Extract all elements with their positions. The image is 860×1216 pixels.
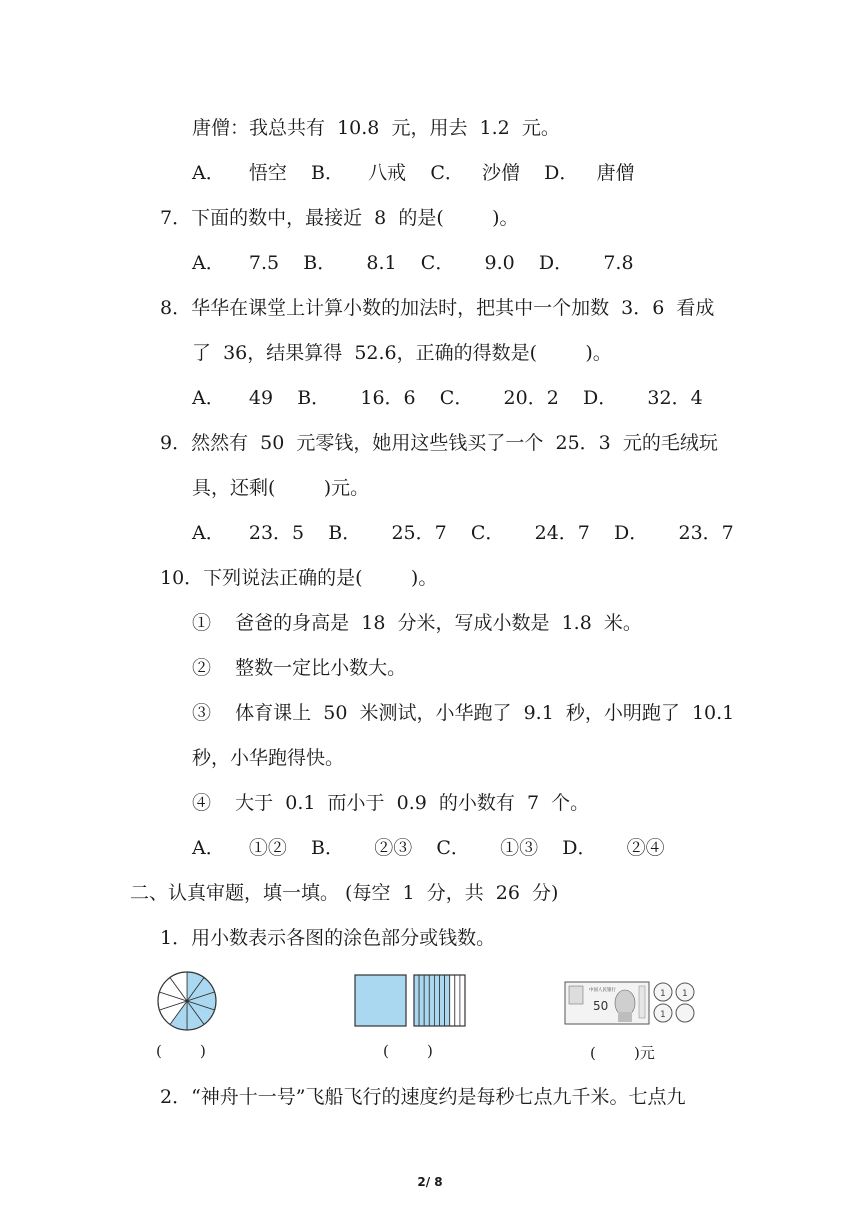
q8-options: A． 49 B． 16．6 C． 20．2 D． 32．4: [192, 387, 703, 409]
caption-circle[interactable]: ( ): [156, 1042, 206, 1060]
q7-options: A． 7.5 B． 8.1 C． 9.0 D． 7.8: [192, 252, 634, 274]
caption-squares[interactable]: ( ): [383, 1042, 433, 1060]
tenth-strip: [455, 975, 460, 1026]
tenth-strip: [424, 975, 429, 1026]
tenth-strip: [440, 975, 445, 1026]
full-square: [355, 975, 406, 1026]
tenth-strip: [414, 975, 419, 1026]
page-number: 2/ 8: [417, 1175, 443, 1189]
caption-money[interactable]: ( )元: [590, 1044, 655, 1062]
line-tangseng: 唐僧：我总共有 10.8 元，用去 1.2 元。: [192, 117, 560, 139]
circle-figure: [155, 969, 219, 1033]
q8-stem: 8．华华在课堂上计算小数的加法时，把其中一个加数 3．6 看成: [160, 297, 715, 319]
q10-stem: 10．下列说法正确的是( )。: [160, 567, 438, 589]
tenth-strip: [460, 975, 465, 1026]
tenth-strip: [419, 975, 424, 1026]
tenth-strip: [450, 975, 455, 1026]
tenth-strip: [445, 975, 450, 1026]
coin-1-value: 1: [660, 989, 666, 999]
q10-statement-3-cont: 秒，小华跑得快。: [192, 747, 345, 769]
money-figure: [563, 976, 703, 1028]
q10-statement-2: ② 整数一定比小数大。: [192, 657, 407, 679]
q7-stem: 7．下面的数中，最接近 8 的是( )。: [160, 207, 519, 229]
tenth-strip: [429, 975, 434, 1026]
section-two-heading: 二、认真审题，填一填。 (每空 1 分，共 26 分): [130, 882, 559, 904]
q10-statement-3: ③ 体育课上 50 米测试，小华跑了 9.1 秒，小明跑了 10.1: [192, 702, 735, 724]
banknote-value: 50: [593, 999, 609, 1013]
section-two-q2: 2．“神舟十一号”飞船飞行的速度约是每秒七点九千米。七点九: [160, 1086, 686, 1108]
section-two-q1: 1．用小数表示各图的涂色部分或钱数。: [160, 927, 496, 949]
q9-stem-cont: 具，还剩( )元。: [192, 477, 370, 499]
coin-3-value: 1: [660, 1010, 666, 1020]
squares-figure: [352, 972, 472, 1032]
q10-options: A． ①② B． ②③ C． ①③ D． ②④: [192, 837, 665, 859]
q10-statement-4: ④ 大于 0.1 而小于 0.9 的小数有 7 个。: [192, 792, 590, 814]
q10-statement-1: ① 爸爸的身高是 18 分米，写成小数是 1.8 米。: [192, 612, 642, 634]
tenth-strip: [434, 975, 439, 1026]
q9-stem: 9．然然有 50 元零钱，她用这些钱买了一个 25．3 元的毛绒玩: [160, 432, 718, 454]
banknote-header: 中国人民银行: [589, 988, 616, 993]
coin-2-value: 1: [682, 989, 688, 999]
q6-options: A． 悟空 B． 八戒 C． 沙僧 D． 唐僧: [192, 162, 635, 184]
q8-stem-cont: 了 36，结果算得 52.6，正确的得数是( )。: [192, 342, 612, 364]
q9-options: A． 23．5 B． 25．7 C． 24．7 D． 23．7: [192, 522, 734, 544]
